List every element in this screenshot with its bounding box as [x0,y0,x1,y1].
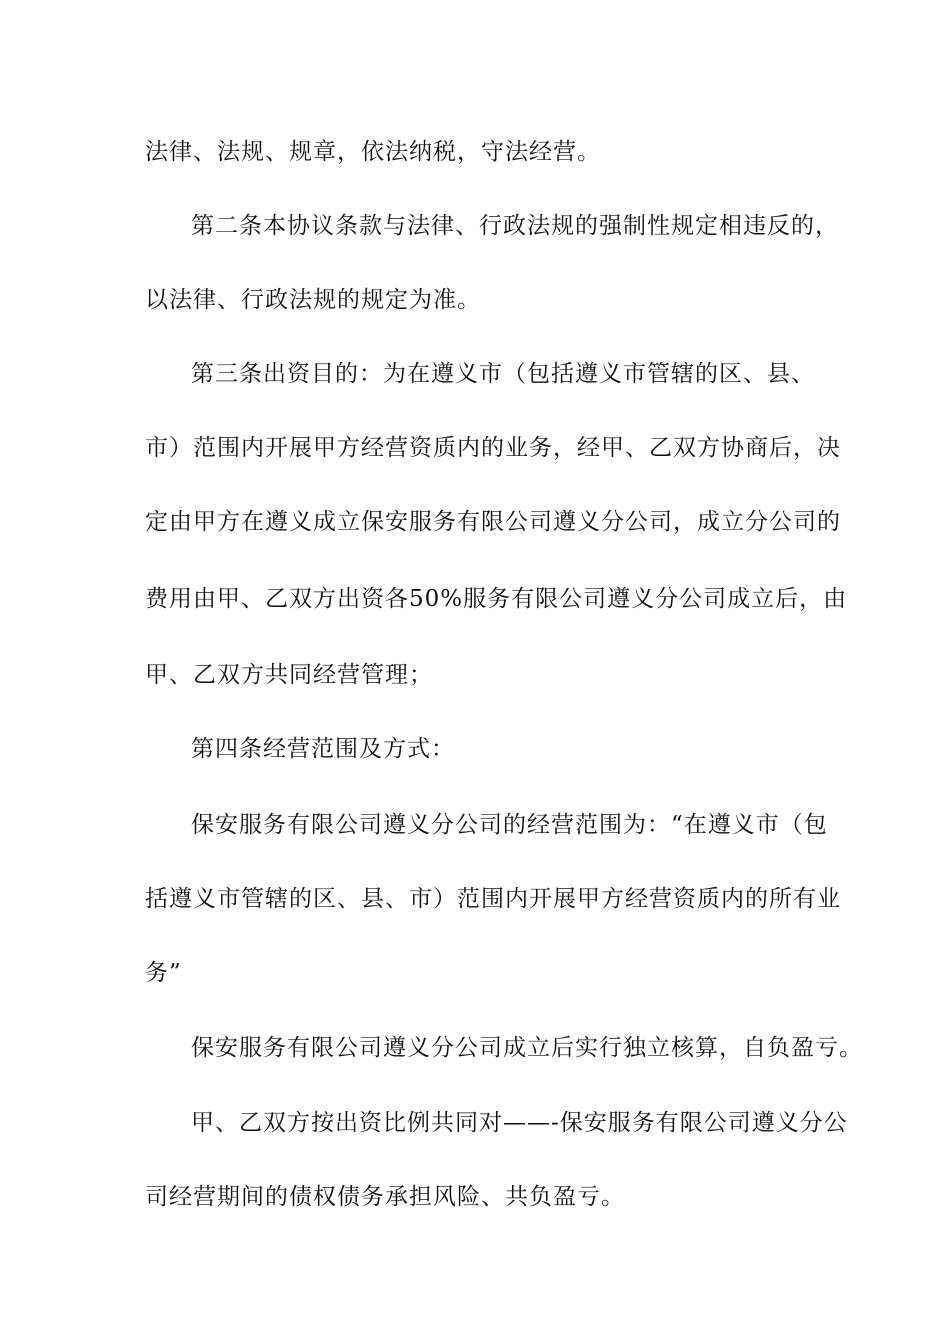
text-line: 甲、乙双方按出资比例共同对——-保安服务有限公司遵义分公 [191,1110,848,1136]
text-line: 第四条经营范围及方式： [191,736,455,762]
text-line: 保安服务有限公司遵义分公司成立后实行独立核算，自负盈亏。 [191,1035,863,1061]
text-line: 司经营期间的债权债务承担风险、共负盈亏。 [145,1184,625,1210]
text-line: 甲、乙双方共同经营管理； [145,662,433,688]
text-line: 费用由甲、乙双方出资各50%服务有限公司遵义分公司成立后，由 [145,586,848,612]
text-line: 第三条出资目的：为在遵义市（包括遵义市管辖的区、县、 [191,361,815,387]
text-line: 第二条本协议条款与法律、行政法规的强制性规定相违反的， [191,213,839,239]
text-line: 以法律、行政法规的规定为准。 [145,287,481,313]
text-line: 定由甲方在遵义成立保安服务有限公司遵义分公司，成立分公司的 [145,509,841,535]
text-line: 务” [145,960,182,986]
text-line: 括遵义市管辖的区、县、市）范围内开展甲方经营资质内的所有业 [145,886,841,912]
text-line: 市）范围内开展甲方经营资质内的业务，经甲、乙双方协商后，决 [145,435,841,461]
text-line: 法律、法规、规章，依法纳税，守法经营。 [145,139,601,165]
text-line: 保安服务有限公司遵义分公司的经营范围为：“在遵义市（包 [191,812,828,838]
